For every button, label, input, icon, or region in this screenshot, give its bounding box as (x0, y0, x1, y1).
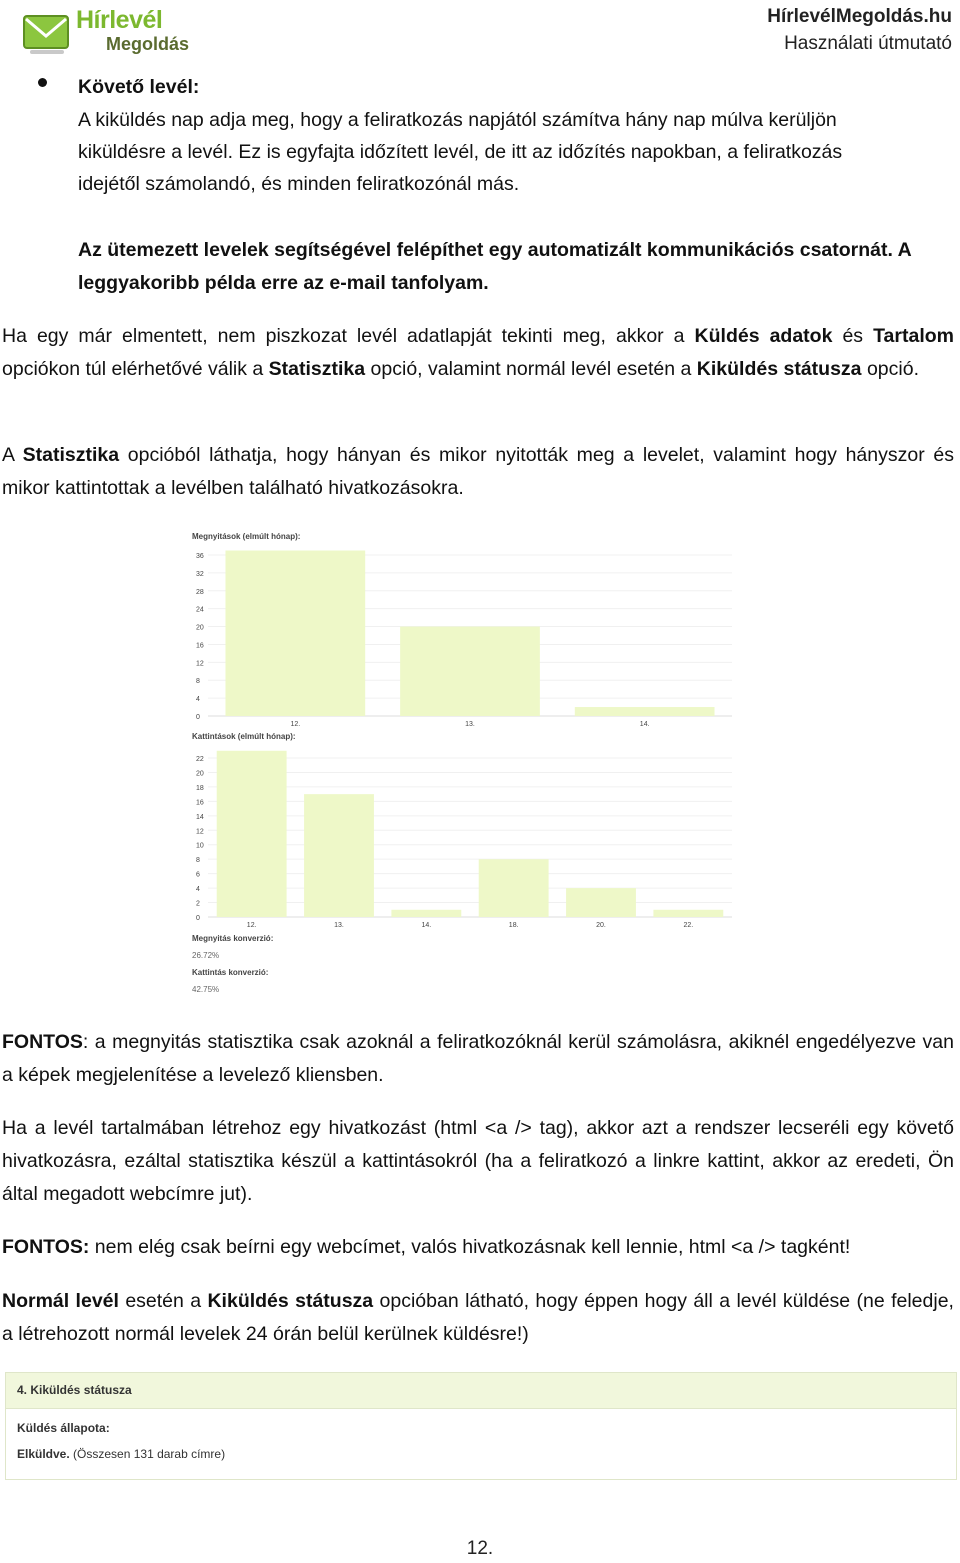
bullet-line-2: kiküldésre a levél. Ez is egyfajta időzített levél, de itt az időzítés napokban, a feliratkozás (78, 141, 843, 163)
bar (566, 888, 636, 917)
y-tick-label: 6 (196, 871, 200, 879)
bar (575, 707, 715, 716)
y-tick-label: 0 (196, 714, 200, 721)
bar (479, 859, 549, 917)
send-status-label: Küldés állapota: (17, 1421, 110, 1435)
y-tick-label: 10 (196, 842, 204, 850)
page-number: 12. (466, 1538, 494, 1559)
y-tick-label: 16 (196, 642, 204, 650)
send-status-panel (5, 1372, 957, 1480)
logo-text-2: Megoldás (106, 34, 190, 54)
doc-subtitle: Használati útmutató (784, 33, 952, 54)
paragraph-options: Ha egy már elmentett, nem piszkozat levél adatlapját tekinti meg, akkor a Küldés adatok és Tartalom opciókon túl elérhetővé válik a Statisztika opció, valamint normál levél esetén a Kiküldés státusza opció. (2, 325, 954, 380)
paragraph-important-link: FONTOS: nem elég csak beírni egy webcímet, valós hivatkozásnak kell lennie, html <a /> tagként! (2, 1236, 851, 1258)
site-name: HírlevélMegoldás.hu (767, 6, 952, 27)
paragraph-send-status: Normál levél esetén a Kiküldés státusza opcióban látható, hogy éppen hogy áll a levél küldése (ne feledje, a létrehozott normál levelek 24 órán belül kerülnek küldésre!) (2, 1290, 954, 1345)
y-tick-label: 16 (196, 799, 204, 807)
x-tick-label: 12. (290, 721, 301, 728)
y-tick-label: 22 (196, 756, 204, 763)
bullet-line-3: idejétől számolandó, és minden feliratkozónál más. (78, 173, 520, 195)
y-tick-label: 18 (196, 784, 204, 792)
send-status-detail: (Összesen 131 darab címre) (73, 1447, 226, 1461)
y-tick-label: 8 (196, 857, 200, 865)
chart-open-title: Megnyitások (elmúlt hónap): (192, 532, 301, 541)
statistics-charts (180, 525, 740, 995)
y-tick-label: 24 (196, 606, 204, 614)
click-conversion-label: Kattintás konverzió: (192, 968, 269, 977)
bar (304, 794, 374, 917)
y-tick-label: 14 (196, 813, 204, 821)
bullet-dot (38, 78, 47, 87)
logo-text-1: Hírlevél (76, 6, 163, 34)
paragraph-links: Ha a levél tartalmában létrehoz egy hivatkozást (html <a /> tag), akkor azt a rendszer lecseréli egy követő hivatkozásra, ezáltal statisztika készül a kattintásokról (ha a feliratkozó a linkre kattint, akkor az eredeti, Ön által megadott webcímre jut). (2, 1117, 954, 1205)
bullet-line-1: A kiküldés nap adja meg, hogy a feliratkozás napjától számítva hány nap múlva kerüljön (78, 109, 837, 131)
x-tick-label: 18. (508, 922, 519, 929)
send-status-title: 4. Kiküldés státusza (17, 1383, 132, 1397)
bar (217, 751, 287, 917)
logo (22, 6, 222, 58)
bullet-note-line-1: Az ütemezett levelek segítségével felépíthet egy automatizált kommunikációs csatornát. A (78, 239, 912, 261)
envelope-icon (22, 10, 72, 56)
y-tick-label: 12 (196, 660, 204, 668)
bar (653, 910, 723, 917)
x-tick-label: 14. (421, 922, 432, 929)
y-tick-label: 8 (196, 678, 200, 686)
open-conversion-label: Megnyitás konverzió: (192, 934, 274, 943)
y-tick-label: 32 (196, 570, 204, 578)
send-status-header (6, 1373, 956, 1409)
x-tick-label: 22. (683, 922, 694, 929)
send-status-line (17, 1447, 225, 1461)
x-tick-label: 13. (334, 922, 344, 929)
x-tick-label: 13. (465, 721, 475, 728)
bar (400, 627, 540, 716)
open-conversion-value: 26.72% (192, 951, 220, 960)
chart-click-title: Kattintások (elmúlt hónap): (192, 732, 296, 741)
bar (225, 551, 365, 716)
paragraph-important-open: FONTOS: a megnyitás statisztika csak azoknál a feliratkozóknál kerül számolásra, akiknél engedélyezve van a képek megjelenítése a levelező kliensben. (2, 1031, 954, 1086)
y-tick-label: 36 (196, 553, 204, 560)
bar (391, 910, 461, 917)
x-tick-label: 14. (639, 721, 650, 728)
header-right (767, 6, 952, 55)
click-conversion-value: 42.75% (192, 985, 220, 994)
paragraph-statistics: A Statisztika opcióból láthatja, hogy hányan és mikor nyitották meg a levelet, valamint hogy hányszor és mikor kattintottak a levélben található hivatkozásokra. (2, 444, 954, 499)
y-tick-label: 20 (196, 770, 204, 778)
y-tick-label: 12 (196, 828, 204, 836)
send-status-value: Elküldve. (17, 1447, 70, 1461)
x-tick-label: 20. (596, 922, 606, 929)
y-tick-label: 4 (196, 696, 200, 704)
x-tick-label: 12. (246, 922, 257, 929)
y-tick-label: 2 (196, 900, 200, 908)
y-tick-label: 28 (196, 588, 204, 596)
y-tick-label: 0 (196, 915, 200, 922)
y-tick-label: 20 (196, 624, 204, 632)
bullet-title: Követő levél: (78, 76, 200, 98)
bullet-note-line-2: leggyakoribb példa erre az e-mail tanfolyam. (78, 272, 489, 294)
y-tick-label: 4 (196, 886, 200, 894)
